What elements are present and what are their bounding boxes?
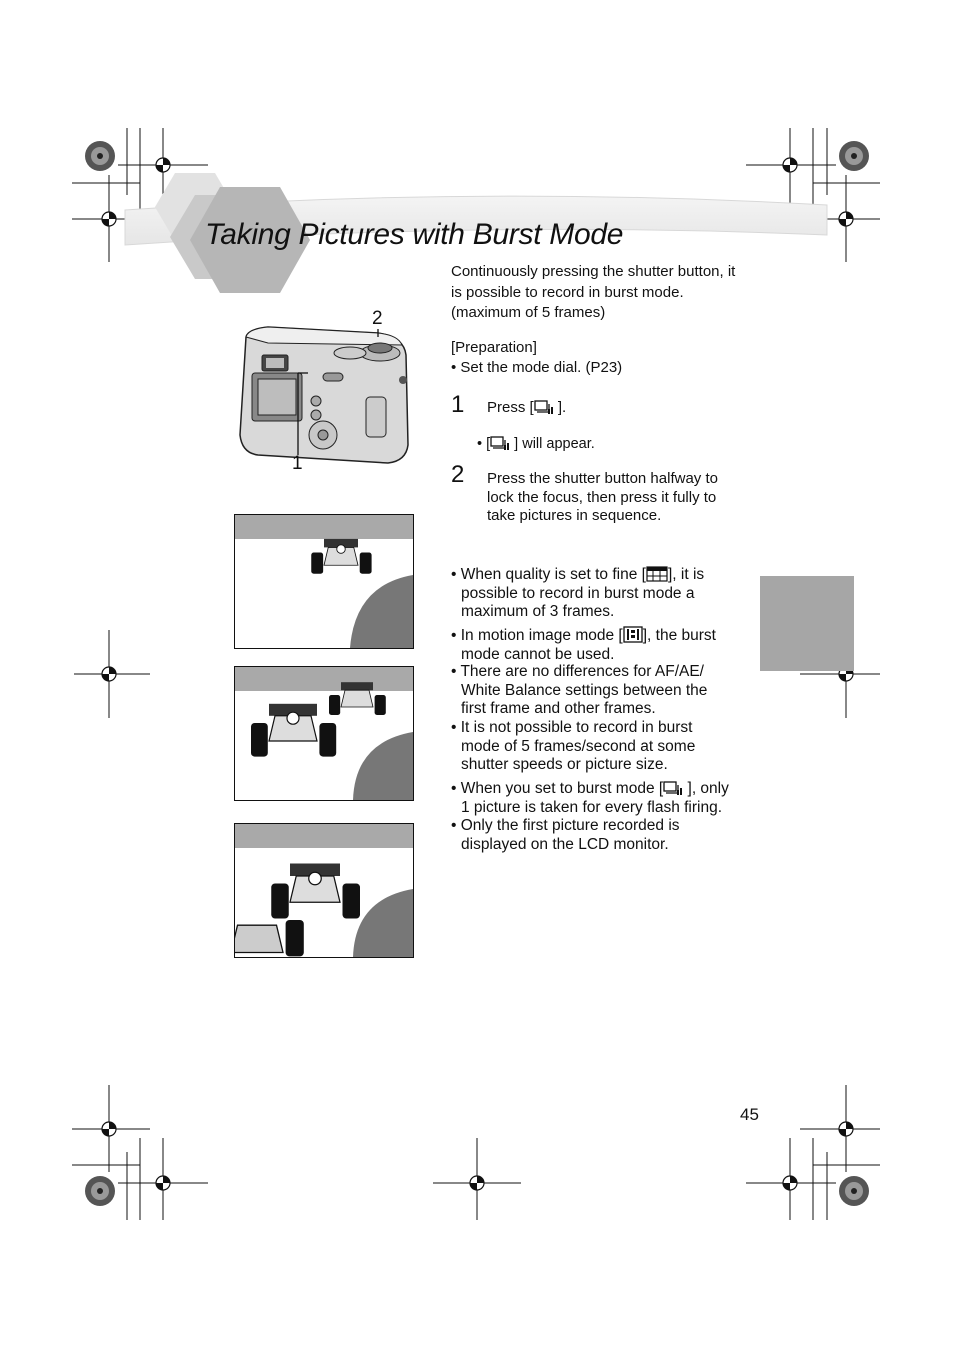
note-6-line-1: • Only the first picture recorded is (451, 817, 680, 834)
camera-illustration (228, 315, 428, 475)
burst-mode-icon (534, 399, 554, 415)
step-1-post: ]. (553, 399, 567, 416)
note-6-line-2: displayed on the LCD monitor. (461, 835, 669, 853)
intro-line-1: Continuously pressing the shutter button, it (451, 263, 736, 280)
note-motion-image (451, 626, 751, 664)
step-1-note-pre: • [ (477, 436, 491, 452)
note-3-line-2: White Balance settings between the (461, 681, 708, 699)
preparation-heading: [Preparation] (451, 339, 537, 356)
step-1-note (477, 435, 595, 454)
step-2-line-3: take pictures in sequence. (487, 507, 662, 524)
note-flash (451, 780, 751, 817)
note-1-line-3: maximum of 3 frames. (461, 603, 615, 620)
side-tab (760, 576, 854, 671)
burst-frame-1 (234, 514, 414, 649)
note-4-line-2: mode of 5 frames/second at some (461, 737, 696, 755)
note-5-pre: • When you set to burst mode [ (451, 780, 664, 797)
preparation-item: • Set the mode dial. (P23) (451, 359, 623, 376)
race-car-illustration (235, 515, 413, 648)
note-2-post: ], the burst (642, 627, 716, 644)
page-number: 45 (740, 1105, 759, 1124)
note-lcd (451, 817, 751, 854)
note-3-line-3: first frame and other frames. (461, 700, 656, 717)
intro-line-2: is possible to record in burst mode. (451, 284, 684, 301)
note-1-line-2: possible to record in burst mode a (461, 584, 695, 602)
note-4-line-1: • It is not possible to record in burst (451, 719, 693, 736)
note-1-post: ], it is (667, 566, 705, 583)
race-car-illustration (235, 824, 413, 957)
step-2-number: 2 (451, 461, 465, 488)
note-5-line-2: 1 picture is taken for every flash firing. (461, 798, 723, 816)
camera-label-1: 1 (292, 453, 303, 474)
camera-label-2: 2 (372, 308, 383, 329)
step-1-pre: Press [ (487, 399, 534, 416)
step-2-line-1: Press the shutter button halfway to (487, 470, 718, 487)
note-4-line-3: shutter speeds or picture size. (461, 756, 668, 773)
intro-line-3: (maximum of 5 frames) (451, 304, 606, 321)
motion-image-icon (623, 626, 643, 643)
note-2-line-2: mode cannot be used. (461, 645, 615, 663)
page-title: Taking Pictures with Burst Mode (205, 218, 624, 251)
burst-mode-icon (663, 780, 683, 796)
burst-frame-3 (234, 823, 414, 958)
step-1-note-post: ] will appear. (510, 436, 595, 452)
note-shutter-speeds (451, 719, 751, 775)
note-1-pre: • When quality is set to fine [ (451, 566, 646, 583)
step-2-line-2: lock the focus, then press it fully to (487, 489, 717, 506)
note-3-line-1: • There are no differences for AF/AE/ (451, 663, 704, 680)
fine-quality-icon (646, 566, 668, 582)
burst-mode-icon (490, 435, 510, 451)
note-2-pre: • In motion image mode [ (451, 627, 623, 644)
race-car-illustration (235, 667, 413, 800)
note-5-post: ], only (683, 780, 729, 797)
note-fine-quality (451, 566, 751, 622)
note-af-ae (451, 663, 751, 719)
step-1-number: 1 (451, 391, 465, 418)
burst-frame-2 (234, 666, 414, 801)
step-1-text (487, 398, 566, 417)
